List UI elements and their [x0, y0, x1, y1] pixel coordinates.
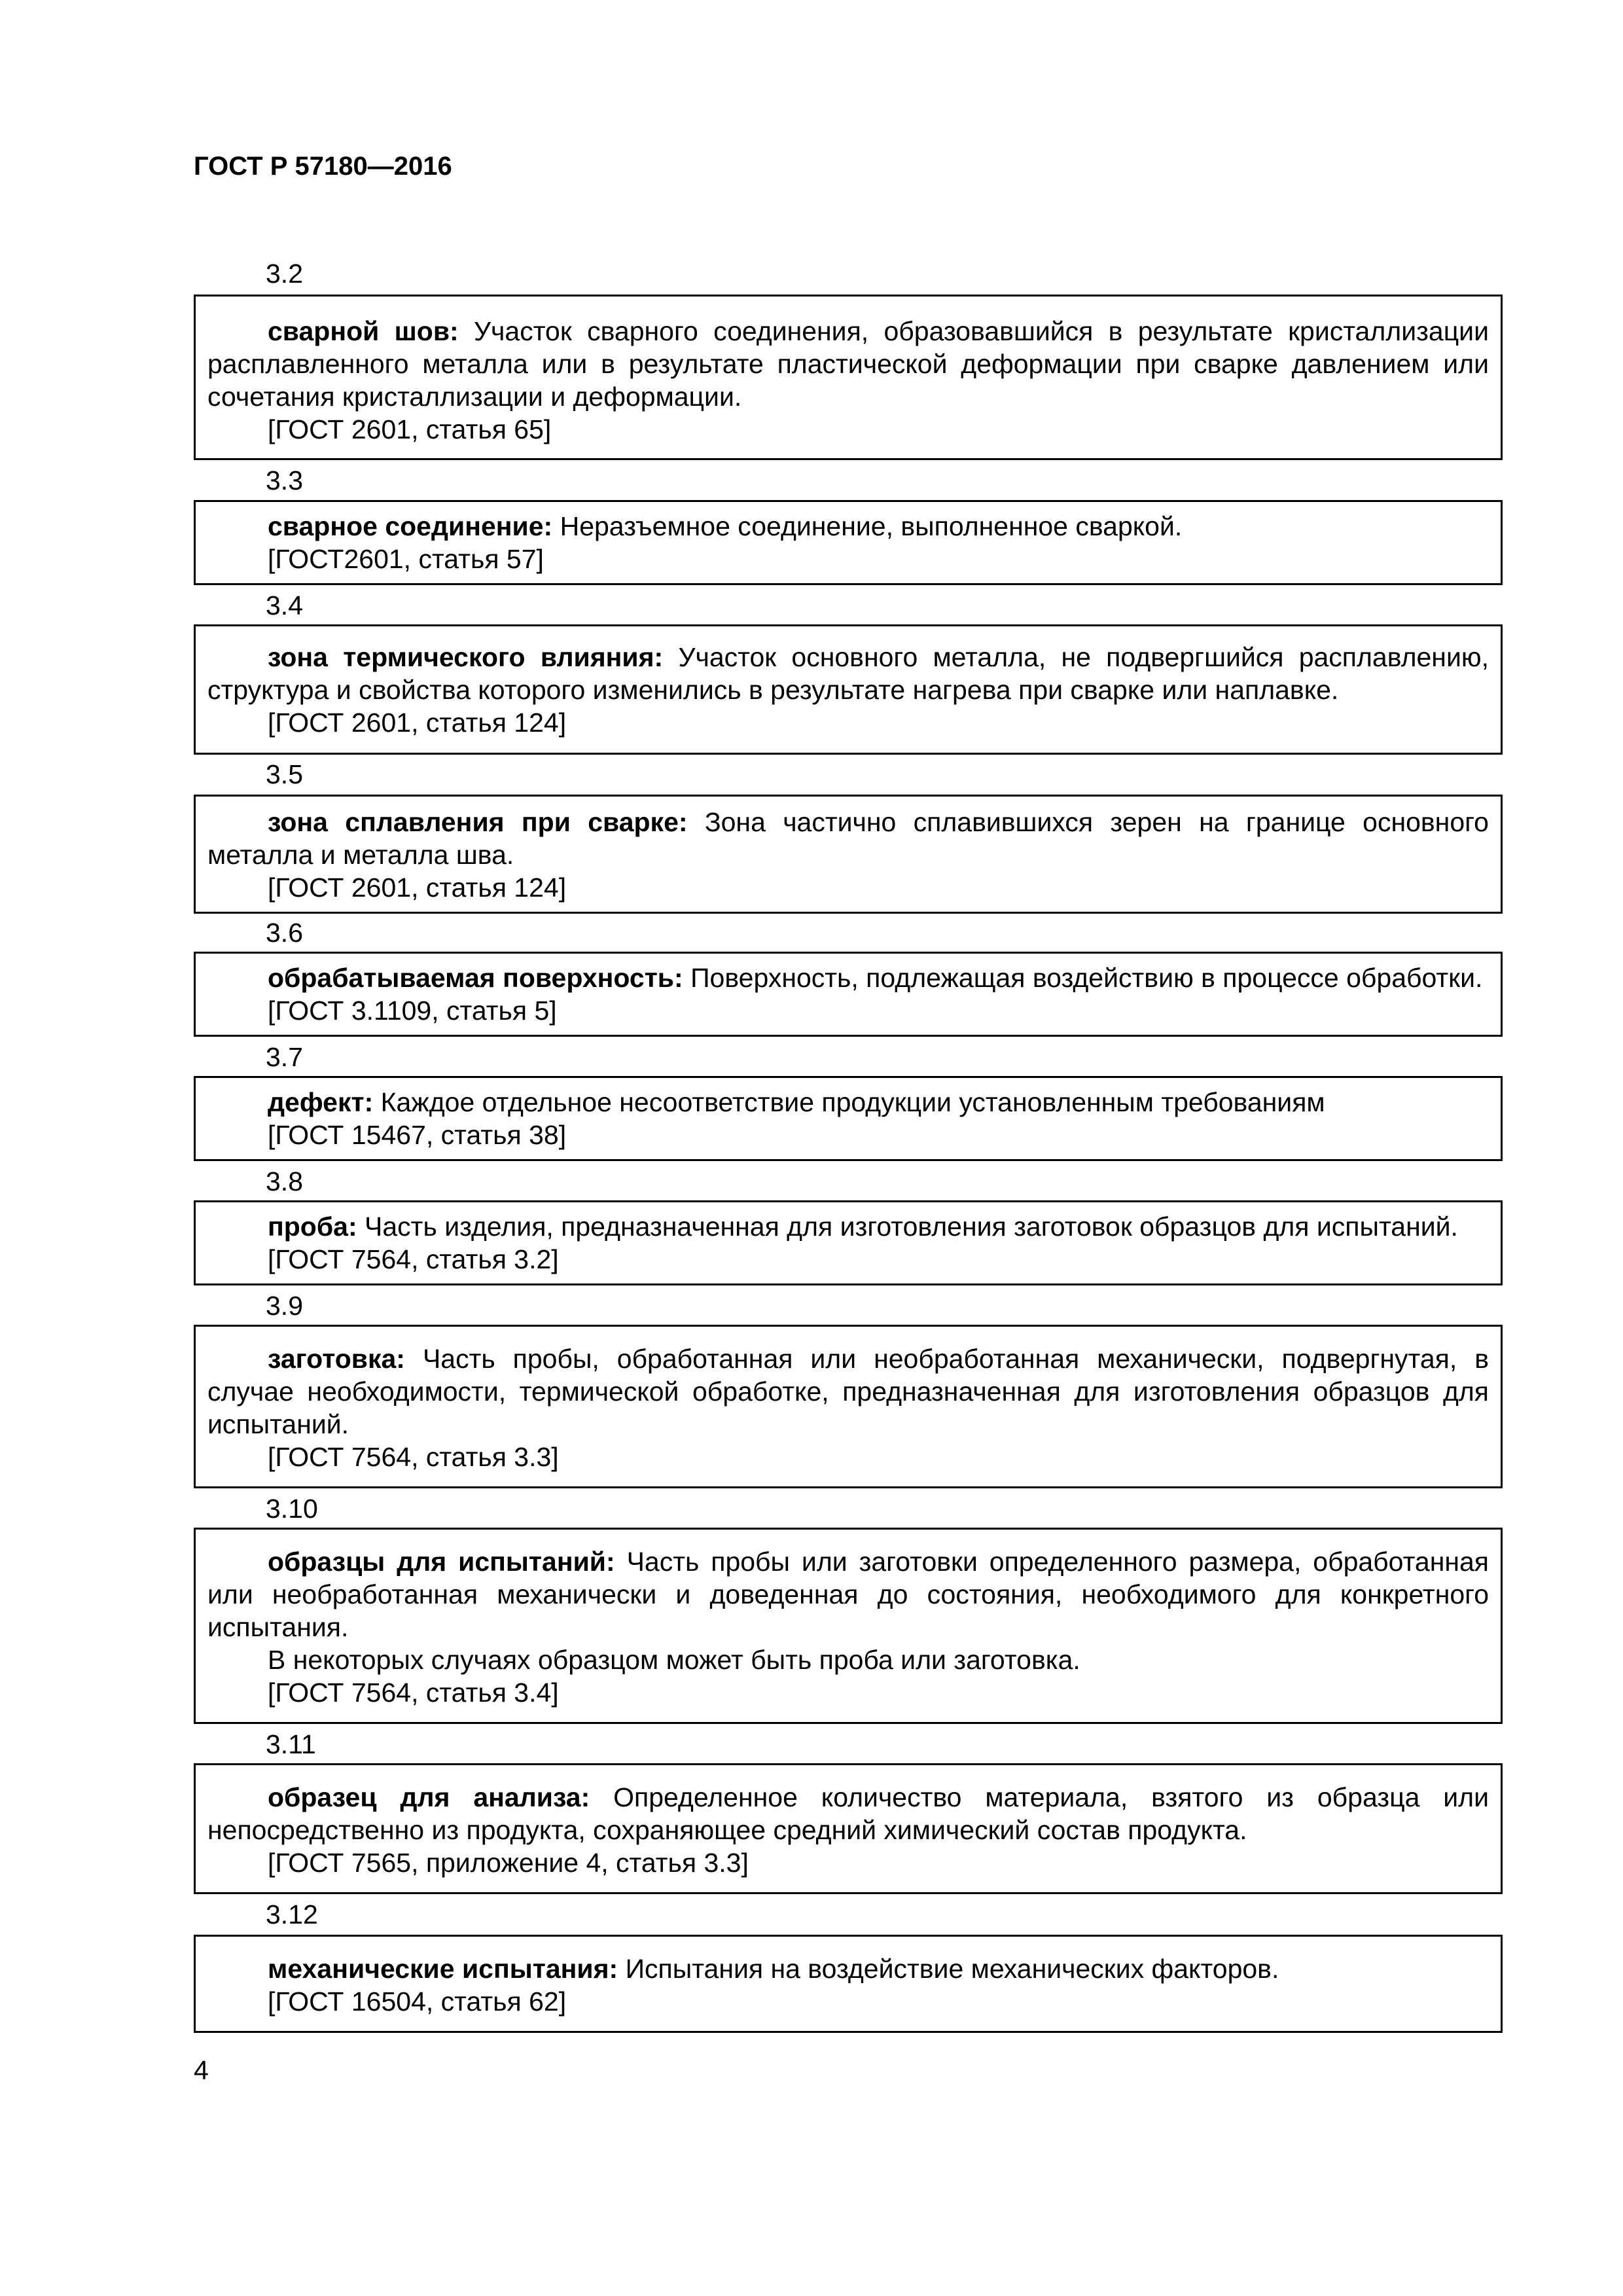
- definition: Участок основного металла, не подвергшийся расплавлению, структура и свойства которого изменились в результате нагрева при сварке или наплавке.: [207, 642, 1489, 705]
- source-reference: [ГОСТ 3.1109, статья 5]: [268, 996, 557, 1026]
- definition-box: [194, 500, 1503, 585]
- entry-number: 3.12: [266, 1899, 318, 1929]
- definition: Участок сварного соединения, образовавшийся в результате кристаллизации расплавленного металла или в результате пластической деформации при сварке давлением или сочетания кристаллизации и деформации.: [207, 316, 1489, 412]
- source-reference: [ГОСТ 2601, статья 124]: [268, 872, 567, 903]
- definition-text: [207, 641, 1489, 706]
- definition: Определенное количество материала, взятого из образца или непосредственно из продукта, сохраняющее средний химический состав продукта.: [207, 1782, 1489, 1845]
- source-reference: [ГОСТ 16504, статья 62]: [268, 1986, 567, 2017]
- definition-box: [194, 1763, 1503, 1894]
- entry-number: 3.6: [266, 918, 303, 948]
- source-reference: [ГОСТ 7564, статья 3.4]: [268, 1677, 559, 1708]
- definition-text: [207, 1210, 1489, 1243]
- term: образцы для испытаний:: [268, 1547, 615, 1577]
- term: проба:: [268, 1211, 357, 1242]
- standard-code: ГОСТ Р 57180—2016: [194, 152, 452, 181]
- note-text: В некоторых случаях образцом может быть проба или заготовка.: [268, 1645, 1080, 1675]
- entry-number: 3.4: [266, 590, 303, 620]
- source-reference: [ГОСТ 15467, статья 38]: [268, 1120, 567, 1150]
- definition-box: [194, 1076, 1503, 1161]
- definition-text: [207, 1952, 1489, 1985]
- definition-text: [207, 1086, 1489, 1119]
- page-number: 4: [194, 2055, 209, 2085]
- definition-text: [207, 1781, 1489, 1846]
- entry-number: 3.8: [266, 1166, 303, 1196]
- term: обрабатываемая поверхность:: [268, 963, 683, 993]
- definition-box: [194, 1528, 1503, 1724]
- entry-number: 3.3: [266, 465, 303, 495]
- source-reference: [ГОСТ2601, статья 57]: [268, 544, 544, 574]
- entry-number: 3.2: [266, 259, 303, 289]
- definition-box: [194, 795, 1503, 914]
- definition-text: [207, 510, 1489, 543]
- term: зона сплавления при сварке:: [268, 807, 688, 837]
- term: дефект:: [268, 1087, 374, 1117]
- definition-box: [194, 295, 1503, 460]
- term: сварное соединение:: [268, 511, 553, 541]
- definition-text: [207, 806, 1489, 871]
- definition-box: [194, 624, 1503, 755]
- term: заготовка:: [268, 1344, 405, 1374]
- definition: Поверхность, подлежащая воздействию в процессе обработки.: [690, 963, 1483, 993]
- definition: Часть изделия, предназначенная для изготовления заготовок образцов для испытаний.: [365, 1211, 1458, 1242]
- entry-number: 3.11: [266, 1729, 316, 1759]
- source-reference: [ГОСТ 7564, статья 3.2]: [268, 1244, 559, 1274]
- term: образец для анализа:: [268, 1782, 590, 1812]
- definition-text: [207, 1342, 1489, 1441]
- definition: Испытания на воздействие механических факторов.: [625, 1954, 1279, 1984]
- term: механические испытания:: [268, 1954, 618, 1984]
- source-reference: [ГОСТ 2601, статья 65]: [268, 414, 552, 444]
- entry-number: 3.9: [266, 1291, 303, 1321]
- definition-box: [194, 1935, 1503, 2033]
- definition-text: [207, 1545, 1489, 1643]
- definition-text: [207, 961, 1489, 994]
- term: сварной шов:: [268, 316, 459, 346]
- term: зона термического влияния:: [268, 642, 664, 672]
- source-reference: [ГОСТ 7565, приложение 4, статья 3.3]: [268, 1848, 749, 1878]
- definition: Часть пробы или заготовки определенного размера, обработанная или необработанная механически и доведенная до состояния, необходимого для конкретного испытания.: [207, 1547, 1489, 1642]
- entry-number: 3.5: [266, 759, 303, 789]
- definition: Каждое отдельное несоответствие продукции установленным требованиям: [380, 1087, 1325, 1117]
- definition-box: [194, 1200, 1503, 1285]
- source-reference: [ГОСТ 2601, статья 124]: [268, 708, 567, 738]
- entry-number: 3.10: [266, 1494, 318, 1524]
- definition: Неразъемное соединение, выполненное сваркой.: [560, 511, 1183, 541]
- entry-number: 3.7: [266, 1042, 303, 1072]
- definition-box: [194, 1325, 1503, 1488]
- definition-box: [194, 952, 1503, 1037]
- source-reference: [ГОСТ 7564, статья 3.3]: [268, 1442, 559, 1472]
- definition: Зона частично сплавившихся зерен на границе основного металла и металла шва.: [207, 807, 1489, 870]
- definition-text: [207, 315, 1489, 413]
- definition: Часть пробы, обработанная или необработанная механически, подвергнутая, в случае необходимости, термической обработке, предназначенная для изготовления образцов для испытаний.: [207, 1344, 1489, 1439]
